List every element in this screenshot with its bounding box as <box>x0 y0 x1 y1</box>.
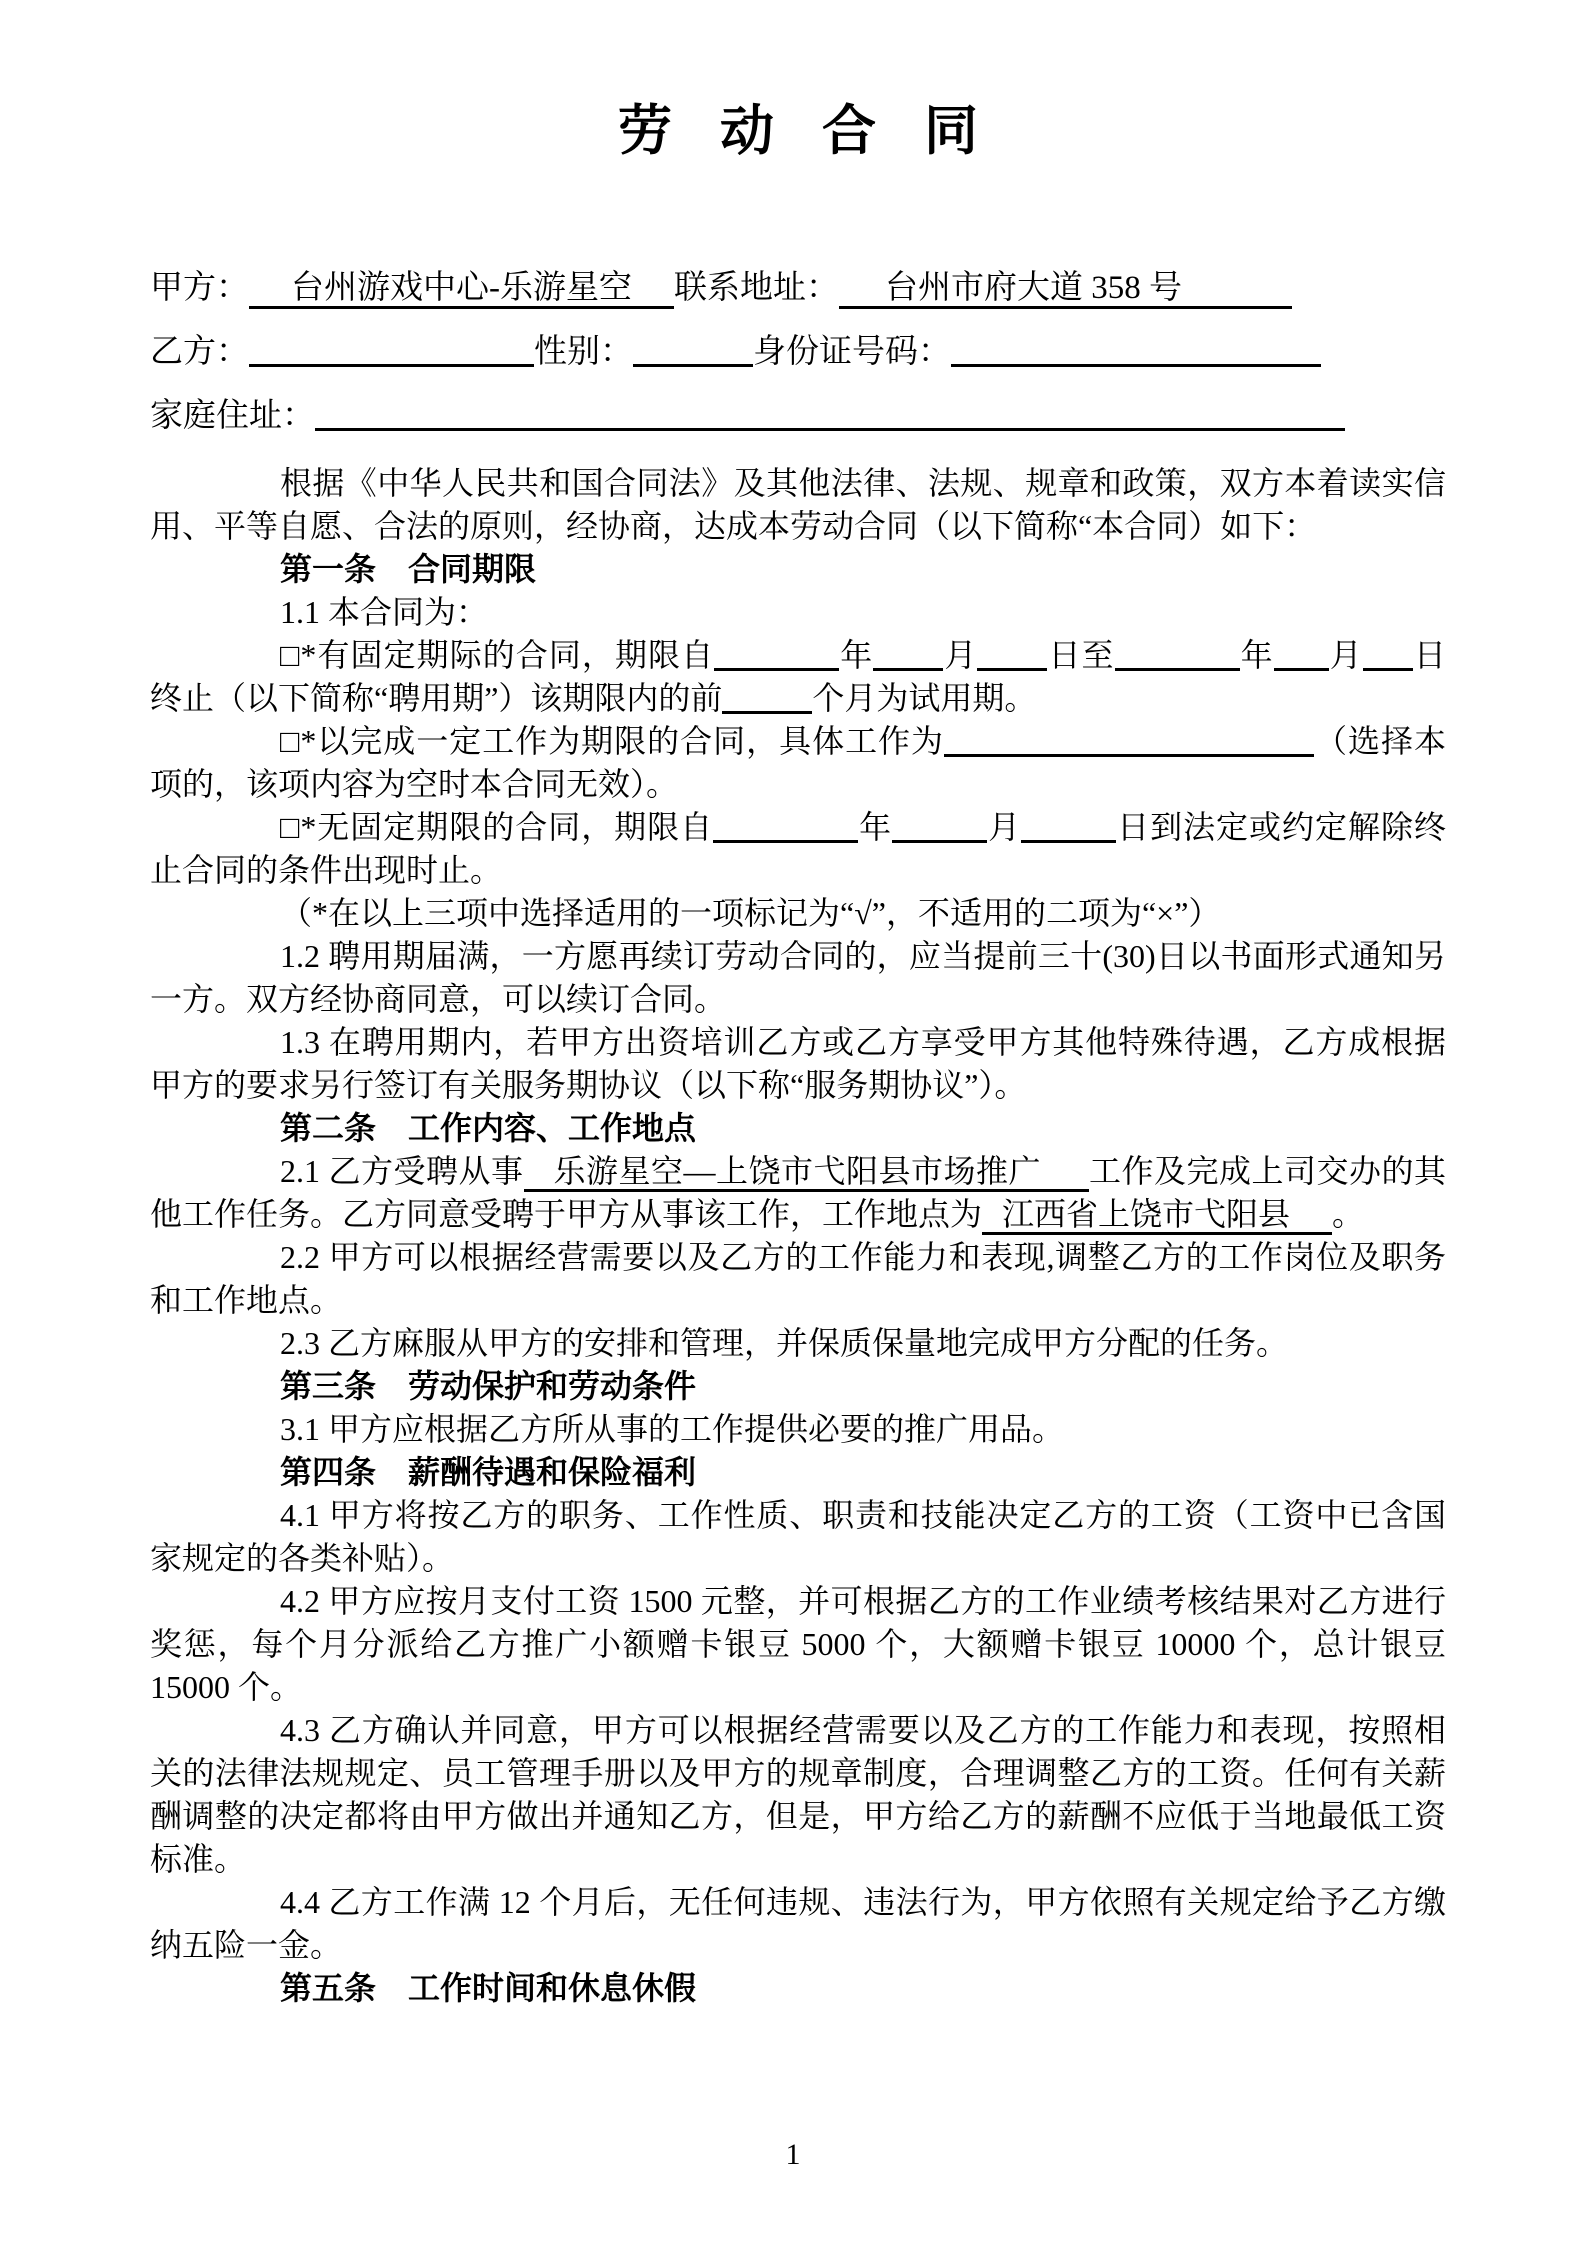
text-segment: □*以完成一定工作为期限的合同，具体工作为 <box>280 723 945 759</box>
party-info-section <box>150 256 1446 448</box>
text-segment: 日终止（以下简称“聘用期”）该期限内的前 <box>150 637 1446 716</box>
text-segment: □*有固定期际的合同，期限自 <box>280 637 715 673</box>
blank-field <box>713 810 858 843</box>
blank-field <box>892 810 987 843</box>
text-segment: 1.2 聘用期届满，一方愿再续订劳动合同的，应当提前三十(30)日以书面形式通知另一方。双方经协商同意，可以续订合同。 <box>150 938 1446 1017</box>
text-segment: 4.3 乙方确认并同意，甲方可以根据经营需要以及乙方的工作能力和表现，按照相关的法律法规规定、员工管理手册以及甲方的规章制度，合理调整乙方的工资。任何有关薪酬调整的决定都将由甲方做出并通知乙方，但是，甲方给乙方的薪酬不应低于当地最低工资标准。 <box>150 1712 1446 1877</box>
form-line <box>150 320 1446 384</box>
text-segment: 3.1 甲方应根据乙方所从事的工作提供必要的推广用品。 <box>280 1411 1065 1447</box>
text-segment: 1.3 在聘用期内，若甲方出资培训乙方或乙方享受甲方其他特殊待遇，乙方成根据甲方的要求另行签订有关服务期协议（以下称“服务期协议”）。 <box>150 1024 1446 1103</box>
paragraph <box>150 892 1446 935</box>
text-segment: 。 <box>1332 1196 1365 1232</box>
blank-field <box>873 638 943 671</box>
blank-field <box>1363 638 1413 671</box>
blank-field <box>633 333 753 367</box>
text-segment: 月 <box>1328 637 1363 673</box>
text-segment: 第五条 工作时间和休息休假 <box>280 1970 697 2006</box>
text-segment: 根据《中华人民共和国合同法》及其他法律、法规、规章和政策，双方本着读实信用、平等自愿、合法的原则，经协商，达成本劳动合同（以下简称“本合同）如下： <box>150 465 1446 544</box>
paragraph <box>150 1322 1446 1365</box>
blank-field <box>722 681 812 714</box>
filled-field: 台州市府大道 358 号 <box>839 270 1292 309</box>
paragraph <box>150 634 1446 720</box>
section-heading <box>150 1107 1446 1150</box>
text-segment: 月 <box>943 637 978 673</box>
blank-field <box>977 638 1047 671</box>
filled-field: 江西省上饶市弋阳县 <box>982 1196 1332 1235</box>
blank-field <box>944 724 1314 757</box>
text-segment: 工作及完成上司交办的其他工作任务。乙方同意受聘于甲方从事该工作，工作地点为 <box>150 1153 1446 1232</box>
section-heading <box>150 1451 1446 1494</box>
text-segment: 4.2 甲方应按月支付工资 1500 元整，并可根据乙方的工作业绩考核结果对乙方进行奖惩，每个月分派给乙方推广小额赠卡银豆 5000 个，大额赠卡银豆 10000 个，总计银豆 15000 个。 <box>150 1583 1446 1705</box>
text-segment: □*无固定期限的合同，期限自 <box>280 809 714 845</box>
paragraph <box>150 1709 1446 1881</box>
paragraph <box>150 806 1446 892</box>
blank-field <box>1274 638 1329 671</box>
blank-field <box>1021 810 1116 843</box>
blank-field <box>315 397 1345 431</box>
text-segment: 家庭住址： <box>150 398 315 434</box>
paragraph <box>150 1494 1446 1580</box>
page-number: 1 <box>785 2138 801 2171</box>
text-segment: （选择本项的，该项内容为空时本合同无效）。 <box>150 723 1446 802</box>
text-segment: 月 <box>987 809 1022 845</box>
paragraph <box>150 1150 1446 1236</box>
text-segment: 2.2 甲方可以根据经营需要以及乙方的工作能力和表现,调整乙方的工作岗位及职务和工作地点。 <box>150 1239 1446 1318</box>
paragraph <box>150 935 1446 1021</box>
blank-field <box>951 333 1321 367</box>
text-segment: 年 <box>1239 637 1274 673</box>
page-footer <box>0 2138 1586 2172</box>
text-segment: 年 <box>858 809 893 845</box>
text-segment: 乙方： <box>150 334 249 370</box>
paragraph <box>150 720 1446 806</box>
section-heading <box>150 548 1446 591</box>
text-segment: 联系地址： <box>674 270 839 306</box>
form-line <box>150 256 1446 320</box>
paragraph <box>150 1881 1446 1967</box>
text-segment: 第一条 合同期限 <box>280 551 537 587</box>
blank-field <box>1115 638 1240 671</box>
paragraph <box>150 1580 1446 1709</box>
paragraph <box>150 1236 1446 1322</box>
text-segment: 2.3 乙方麻服从甲方的安排和管理，并保质保量地完成甲方分配的任务。 <box>280 1325 1289 1361</box>
section-heading <box>150 1967 1446 2010</box>
text-segment: 1.1 本合同为： <box>280 594 489 630</box>
text-segment: 4.1 甲方将按乙方的职务、工作性质、职责和技能决定乙方的工资（工资中已含国家规定的各类补贴）。 <box>150 1497 1446 1576</box>
text-segment: 年 <box>839 637 874 673</box>
text-segment: （*在以上三项中选择适用的一项标记为“√”，不适用的二项为“×”） <box>280 895 1221 931</box>
text-segment: 性别： <box>534 334 633 370</box>
paragraph <box>150 1021 1446 1107</box>
paragraph <box>150 462 1446 548</box>
text-segment: 日至 <box>1047 637 1115 673</box>
blank-field <box>249 333 534 367</box>
paragraph <box>150 591 1446 634</box>
form-line <box>150 384 1446 448</box>
text-segment: 甲方： <box>150 270 249 306</box>
text-segment: 第二条 工作内容、工作地点 <box>280 1110 697 1146</box>
page-title: 劳动合同 <box>618 101 1026 161</box>
text-segment: 日到法定或约定解除终止合同的条件出现时止。 <box>150 809 1446 888</box>
text-segment: 身份证号码： <box>753 334 951 370</box>
paragraph <box>150 1408 1446 1451</box>
blank-field <box>714 638 839 671</box>
section-heading <box>150 1365 1446 1408</box>
text-segment: 4.4 乙方工作满 12 个月后，无任何违规、违法行为，甲方依照有关规定给予乙方缴纳五险一金。 <box>150 1884 1446 1963</box>
text-segment: 第四条 薪酬待遇和保险福利 <box>280 1454 697 1490</box>
contract-body <box>150 462 1446 2010</box>
text-segment: 第三条 劳动保护和劳动条件 <box>280 1368 697 1404</box>
filled-field: 台州游戏中心-乐游星空 <box>249 270 674 309</box>
filled-field: 乐游星空—上饶市弋阳县市场推广 <box>524 1153 1089 1192</box>
text-segment: 个月为试用期。 <box>812 680 1037 716</box>
text-segment: 2.1 乙方受聘从事 <box>280 1153 524 1189</box>
